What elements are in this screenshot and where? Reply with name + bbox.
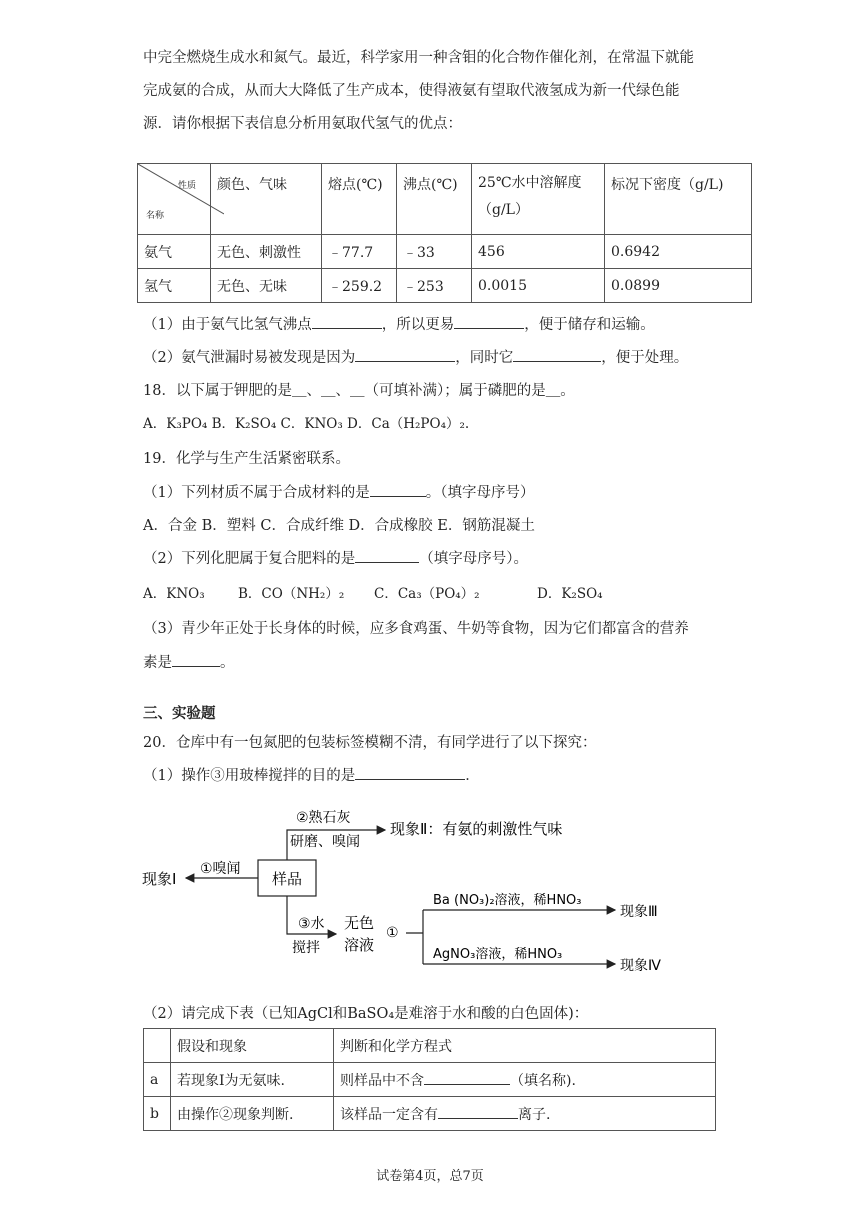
op3-sub-label: 搅拌: [292, 940, 320, 956]
q19-p2-opt-b: B．CO（NH₂）₂: [238, 586, 345, 602]
q17-p1-text-c: ，便于储存和运输。: [524, 317, 655, 333]
cell: 氨气: [138, 235, 211, 269]
solution-label-l2: 溶液: [344, 936, 375, 954]
phenomenon2-label: 现象Ⅱ：有氨的刺激性气味: [390, 820, 563, 838]
table-row: [144, 1097, 716, 1131]
q19-p3-line1: （3）青少年正处于长身体的时候，应多食鸡蛋、牛奶等食物，因为它们都富含的营养: [143, 621, 689, 637]
answer-blank[interactable]: [370, 482, 426, 497]
header-judgement: 判断和化学方程式: [334, 1029, 716, 1063]
header-solubility-l2: （g/L）: [478, 202, 529, 218]
q19-p3-text-a: 素是: [143, 655, 172, 671]
cell-text-b: 离子.: [518, 1106, 551, 1123]
q18-options: A．K₃PO₄ B．K₂SO₄ C．KNO₃ D．Ca（H₂PO₄）₂.: [143, 416, 470, 432]
q19-p3-line2: [143, 651, 235, 672]
header-hypothesis: 假设和现象: [171, 1029, 334, 1063]
table-row: [138, 235, 752, 269]
header-boiling: 沸点(℃): [397, 164, 472, 235]
cell: 氢气: [138, 269, 211, 303]
intro-line-3: 源．请你根据下表信息分析用氨取代氢气的优点：: [143, 116, 462, 132]
table-row: [144, 1063, 716, 1097]
table-row: [138, 269, 752, 303]
q19-p2-text-b: （填字母序号）。: [419, 551, 528, 567]
cell: 0.0015: [472, 269, 605, 303]
cell: 若现象Ⅰ为无氨味.: [171, 1063, 334, 1097]
cell: [144, 1029, 171, 1063]
cell: 由操作②现象判断.: [171, 1097, 334, 1131]
properties-table: [137, 163, 752, 303]
cell: ﹣253: [397, 269, 472, 303]
answer-blank[interactable]: [454, 314, 524, 329]
answer-blank[interactable]: [355, 347, 455, 362]
op2-sub-label: 研磨、嗅闻: [290, 834, 360, 850]
q17-p2-text-c: ，便于处理。: [601, 350, 689, 366]
q20-p1-text-a: （1）操作③用玻棒搅拌的目的是: [143, 768, 356, 784]
phenomenon1-label: 现象Ⅰ: [142, 870, 177, 888]
header-color: 颜色、气味: [211, 164, 322, 235]
cell: 456: [472, 235, 605, 269]
q19-p1-text-b: 。（填字母序号）: [425, 485, 535, 501]
header-solubility: [472, 164, 605, 235]
hypothesis-table: [143, 1028, 716, 1131]
q19-part1: [143, 481, 534, 502]
op2-label: ②熟石灰: [296, 810, 351, 826]
q17-p1-text-b: ，所以更易: [381, 317, 455, 333]
cell: b: [144, 1097, 171, 1131]
section-heading: 三、实验题: [143, 706, 216, 722]
phenomenon3-label: 现象Ⅲ: [620, 904, 658, 920]
q20-p1-text-b: ．: [465, 768, 480, 784]
q19-p1-text-a: （1）下列材质不属于合成材料的是: [143, 485, 370, 501]
experiment-flow-diagram: [140, 800, 680, 980]
cell: a: [144, 1063, 171, 1097]
q17-p1-text-a: （1）由于氨气比氢气沸点: [143, 317, 312, 333]
page-footer: 试卷第4页，总7页: [376, 1169, 484, 1184]
q19-p2-opt-c: C．Ca₃（PO₄）₂: [374, 586, 480, 602]
cell-text-b: （填名称).: [510, 1072, 576, 1089]
cell: ﹣33: [397, 235, 472, 269]
header-melting: 熔点(℃): [322, 164, 397, 235]
phenomenon4-label: 现象Ⅳ: [620, 958, 661, 974]
q19-p2-opt-a: A．KNO₃: [143, 586, 205, 602]
solution-label-l1: 无色: [344, 914, 375, 932]
header-solubility-l1: 25℃水中溶解度: [478, 175, 582, 191]
cell: 无色、刺激性: [211, 235, 322, 269]
op3-label: ③水: [298, 916, 325, 932]
answer-blank[interactable]: [513, 347, 601, 362]
answer-blank[interactable]: [172, 652, 220, 667]
answer-blank[interactable]: [355, 548, 419, 563]
sample-label: 样品: [271, 870, 303, 888]
q19-stem: 19．化学与生产生活紧密联系。: [143, 451, 350, 467]
cell: 0.6942: [605, 235, 752, 269]
answer-blank[interactable]: [355, 765, 465, 780]
q20-part2: （2）请完成下表（已知AgCl和BaSO₄是难溶于水和酸的白色固体)：: [143, 1006, 589, 1022]
cell-text-a: 则样品中不含: [340, 1072, 424, 1089]
q17-part1: [143, 313, 655, 334]
answer-blank[interactable]: [438, 1104, 518, 1119]
q19-p3-text-b: 。: [220, 655, 235, 671]
q20-stem: 20．仓库中有一包氮肥的包装标签模糊不清，有同学进行了以下探究：: [143, 735, 597, 751]
cell: 0.0899: [605, 269, 752, 303]
intro-line-1: 中完全燃烧生成水和氮气。最近，科学家用一种含钼的化合物作催化剂，在常温下就能: [143, 50, 694, 66]
cell: ﹣259.2: [322, 269, 397, 303]
cell: 无色、无味: [211, 269, 322, 303]
diag-top-label: 性质: [178, 181, 197, 191]
diagonal-line: [138, 164, 224, 235]
q20-part1: [143, 764, 480, 785]
q19-part2: [143, 547, 528, 568]
intro-line-2: 完成氨的合成，从而大大降低了生产成本，使得液氨有望取代液氢成为新一代绿色能: [143, 83, 680, 99]
cell-text-a: 该样品一定含有: [340, 1106, 438, 1123]
q17-p2-text-a: （2）氨气泄漏时易被发现是因为: [143, 350, 356, 366]
header-density: 标况下密度（g/L): [605, 164, 752, 235]
answer-blank[interactable]: [424, 1070, 510, 1085]
q18-stem: 18．以下属于钾肥的是＿、＿、＿（可填补满）；属于磷肥的是＿。: [143, 383, 575, 399]
reagent-b-label: AgNO₃溶液，稀HNO₃: [433, 947, 563, 962]
q17-part2: [143, 346, 688, 367]
q19-p1-options: A．合金 B．塑料 C．合成纤维 D．合成橡胶 E．钢筋混凝土: [143, 518, 535, 534]
op1-label: ①嗅闻: [200, 861, 241, 877]
diag-bottom-label: 名称: [146, 211, 165, 221]
reagent-a-label: Ba (NO₃)₂溶液，稀HNO₃: [433, 893, 582, 908]
q19-p2-text-a: （2）下列化肥属于复合肥料的是: [143, 551, 356, 567]
cell: [334, 1063, 716, 1097]
q17-p2-text-b: ，同时它: [455, 350, 514, 366]
op4-label: ①: [386, 925, 399, 941]
answer-blank[interactable]: [312, 314, 382, 329]
diagonal-header-cell: [138, 164, 211, 235]
q19-p2-opt-d: D．K₂SO₄: [537, 586, 603, 602]
cell: [334, 1097, 716, 1131]
cell: ﹣77.7: [322, 235, 397, 269]
